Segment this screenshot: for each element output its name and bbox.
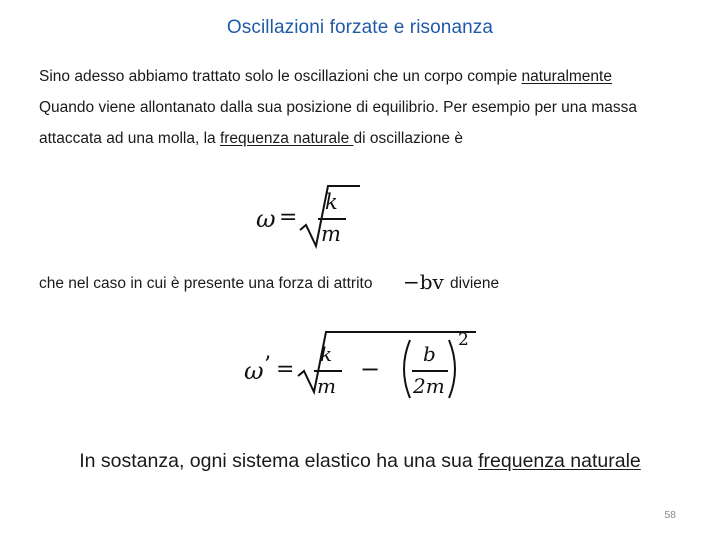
- intro-line-1: [39, 61, 689, 92]
- formula2-equals: =: [276, 357, 295, 382]
- formula2-prime: ’: [264, 353, 271, 378]
- formula1-fraction-bar: [318, 218, 346, 220]
- formula1-omega: ω: [256, 205, 276, 233]
- formula2-exponent: 2: [458, 330, 469, 350]
- formula2-omega: ω: [244, 357, 264, 385]
- underlined-naturalmente: naturalmente: [521, 68, 612, 85]
- formula2-fraction-bar-1: [314, 370, 342, 372]
- formula2-numerator-k: k: [320, 342, 333, 366]
- friction-force-expression: −bv: [403, 270, 444, 294]
- formula2-minus: −: [360, 355, 381, 383]
- formula1-equals: =: [279, 205, 298, 230]
- intro-line-3-text-b: di oscillazione è: [353, 130, 463, 147]
- intro-line-2: Quando viene allontanato dalla sua posizione di equilibrio. Per esempio per una massa: [39, 99, 637, 116]
- slide-title: Oscillazioni forzate e risonanza: [226, 17, 494, 38]
- conclusion-text: In sostanza, ogni sistema elastico ha una sua: [79, 450, 479, 472]
- friction-text: che nel caso in cui è presente una forza di attrito: [39, 275, 373, 292]
- conclusion-line: [0, 450, 720, 473]
- intro-line-3: [39, 123, 689, 154]
- formula2-fraction-bar-2: [412, 370, 448, 372]
- friction-text-diviene: diviene: [450, 275, 500, 292]
- intro-line-1-text: Sino adesso abbiamo trattato solo le oscillazioni che un corpo compie: [39, 68, 522, 85]
- formula2-denominator-m: m: [317, 374, 336, 398]
- formula2-numerator-b: b: [423, 342, 436, 366]
- intro-paragraph: [39, 61, 689, 154]
- page-number: 58: [664, 509, 676, 521]
- intro-line-3-text-a: attaccata ad una molla, la: [39, 130, 220, 147]
- formula1-denominator: m: [321, 222, 341, 246]
- conclusion-underlined: frequenza naturale: [478, 450, 641, 472]
- underlined-frequenza-naturale: frequenza naturale: [219, 130, 354, 147]
- formula2-denominator-2m: 2m: [413, 374, 445, 398]
- formula1-numerator: k: [325, 190, 338, 214]
